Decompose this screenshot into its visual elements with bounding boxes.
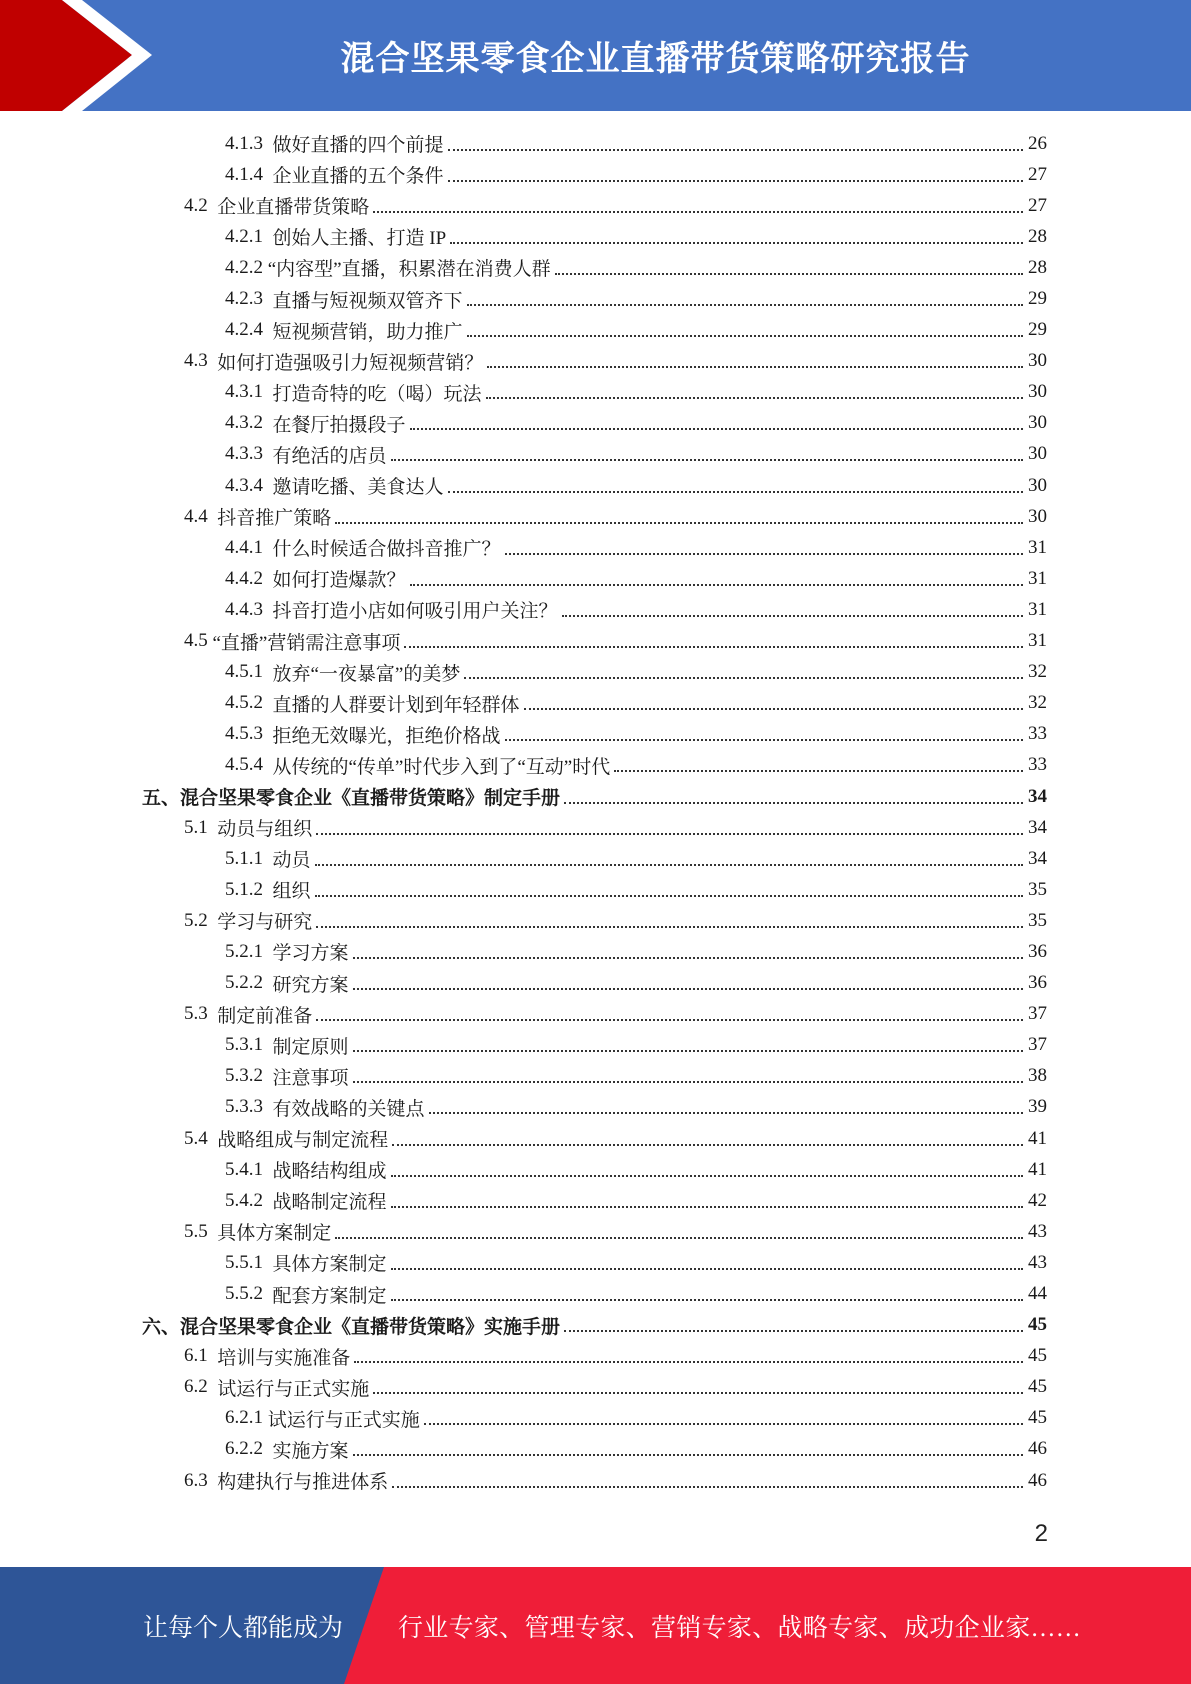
toc-entry-number: 6.1 [184,1345,208,1367]
toc-dot-leader [335,1237,1023,1239]
toc-entry-title: 配套方案制定 [272,1285,387,1307]
toc-dot-leader [555,273,1023,275]
toc-entry[interactable] [0,190,1191,221]
toc-entry-separator [263,381,273,403]
toc-entry-page: 46 [1028,1438,1047,1460]
toc-dot-leader [373,211,1023,213]
toc-entry[interactable] [0,563,1191,594]
toc-dot-leader [392,1486,1023,1488]
toc-dot-leader [505,553,1023,555]
toc-dot-leader [410,428,1023,430]
toc-entry[interactable] [0,1465,1191,1496]
toc-entry-page: 30 [1028,350,1047,372]
toc-entry-separator [263,723,273,745]
toc-entry-number: 6.2.2 [225,1438,263,1460]
toc-entry-page: 34 [1028,816,1047,838]
toc-entry-number: 4.1.4 [225,163,263,185]
toc-entry-title: 有效战略的关键点 [272,1098,425,1120]
toc-entry-number: 4.5.2 [225,692,263,714]
toc-entry-page: 45 [1028,1345,1047,1367]
toc-entry-separator [263,1283,273,1305]
toc-entry-page: 30 [1028,443,1047,465]
toc-dot-leader [464,677,1023,679]
toc-entry-page: 34 [1028,785,1047,807]
toc-entry-separator [263,1065,273,1087]
toc-entry[interactable] [0,688,1191,719]
toc-dot-leader [315,864,1023,866]
toc-entry-page: 29 [1028,288,1047,310]
toc-entry-title: 直播的人群要计划到年轻群体 [272,694,520,716]
toc-entry-title: 制定前准备 [217,1005,313,1027]
toc-entry-title: “内容型”直播，积累潜在消费人群 [267,259,551,281]
table-of-contents [0,128,1191,1496]
toc-entry-number: 6.2 [184,1376,208,1398]
toc-dot-leader [448,149,1023,151]
toc-entry-page: 31 [1028,567,1047,589]
toc-dot-leader [410,584,1023,586]
toc-dot-leader [391,1206,1023,1208]
toc-entry-page: 30 [1028,412,1047,434]
toc-dot-leader [391,459,1023,461]
toc-dot-leader [391,1268,1023,1270]
toc-entry-title: 战略组成与制定流程 [217,1130,389,1152]
toc-entry-number: 4.5.4 [225,754,263,776]
toc-entry[interactable] [0,283,1191,314]
toc-dot-leader [404,646,1023,648]
toc-entry-separator [208,506,218,528]
toc-entry[interactable] [0,594,1191,625]
toc-entry-number: 5.5 [184,1220,208,1242]
toc-entry-title: 邀请吃播、美食达人 [272,477,444,499]
toc-entry-separator [263,1438,273,1460]
toc-dot-leader [424,1423,1023,1425]
toc-entry[interactable] [0,1123,1191,1154]
toc-dot-leader [564,802,1023,804]
toc-entry-separator [263,754,273,776]
toc-entry[interactable] [0,159,1191,190]
toc-entry-number: 5.2.2 [225,972,263,994]
toc-entry-separator [263,475,273,497]
toc-entry-title: 混合坚果零食企业《直播带货策略》制定手册 [180,788,561,810]
toc-entry-page: 30 [1028,474,1047,496]
toc-entry-number: 6.3 [184,1469,208,1491]
toc-entry-title: 注意事项 [272,1067,349,1089]
toc-dot-leader [450,242,1023,244]
toc-entry[interactable] [0,1154,1191,1185]
toc-dot-leader [486,397,1023,399]
toc-entry-page: 41 [1028,1127,1047,1149]
toc-entry-page: 35 [1028,878,1047,900]
toc-entry-title: 从传统的“传单”时代步入到了“互动”时代 [272,756,611,778]
toc-entry-page: 28 [1028,225,1047,247]
toc-entry-page: 29 [1028,319,1047,341]
toc-entry-title: 做好直播的四个前提 [272,135,444,157]
toc-entry-page: 31 [1028,598,1047,620]
toc-entry-separator [208,350,218,372]
toc-entry-number: 5.2.1 [225,940,263,962]
toc-entry-number: 6.2.1 [225,1407,263,1429]
toc-entry[interactable] [0,1061,1191,1092]
toc-entry-title: 创始人主播、打造 IP [272,228,447,250]
report-title: 混合坚果零食企业直播带货策略研究报告 [340,39,971,79]
toc-entry-title: 抖音推广策略 [217,508,332,530]
toc-entry-number: 4.3.4 [225,474,263,496]
toc-entry-page: 28 [1028,256,1047,278]
toc-entry[interactable] [0,346,1191,377]
toc-entry-number: 4.1.3 [225,132,263,154]
toc-entry-separator [208,910,218,932]
toc-entry-title: 学习方案 [272,943,349,965]
toc-entry-page: 45 [1028,1314,1047,1336]
toc-entry-number: 4.2.1 [225,225,263,247]
toc-entry-title: 组织 [272,881,311,903]
toc-entry-title: 什么时候适合做抖音推广？ [272,539,501,561]
toc-entry[interactable] [0,1216,1191,1247]
toc-entry-page: 43 [1028,1220,1047,1242]
toc-dot-leader [392,1144,1023,1146]
toc-entry[interactable] [0,843,1191,874]
toc-entry-number: 4.3.1 [225,381,263,403]
toc-entry-separator [263,537,273,559]
toc-entry-title: 企业直播带货策略 [217,197,370,219]
toc-dot-leader [373,1392,1023,1394]
toc-entry-separator [263,661,273,683]
toc-entry[interactable] [0,128,1191,159]
toc-entry[interactable] [0,501,1191,532]
toc-entry-number: 5.3.2 [225,1065,263,1087]
toc-entry-separator [208,817,218,839]
toc-entry[interactable] [0,1341,1191,1372]
toc-entry-separator [263,848,273,870]
toc-entry[interactable] [0,905,1191,936]
toc-entry-title: 构建执行与推进体系 [217,1472,389,1494]
toc-dot-leader [505,739,1023,741]
page-number: 2 [1034,1520,1048,1547]
toc-entry[interactable] [0,1434,1191,1465]
toc-entry-title: 有绝活的店员 [272,445,387,467]
toc-entry-separator [263,599,273,621]
toc-dot-leader [467,335,1023,337]
toc-dot-leader [353,1050,1023,1052]
toc-entry[interactable] [0,221,1191,252]
toc-entry-separator [263,941,273,963]
toc-dot-leader [448,491,1023,493]
toc-entry-title: 动员 [272,850,311,872]
toc-entry[interactable] [0,781,1191,812]
toc-entry-separator [208,1003,218,1025]
toc-entry[interactable] [0,936,1191,967]
toc-entry[interactable] [0,1372,1191,1403]
toc-dot-leader [429,1112,1023,1114]
page-header [0,0,1191,111]
toc-dot-leader [316,926,1023,928]
toc-entry-page: 30 [1028,381,1047,403]
toc-entry-number: 4.5.3 [225,723,263,745]
toc-entry-page: 26 [1028,132,1047,154]
toc-entry-number: 4.3 [184,350,208,372]
toc-entry-title: 具体方案制定 [272,1254,387,1276]
toc-entry-page: 35 [1028,909,1047,931]
toc-entry[interactable] [0,657,1191,688]
footer-slogan-right: 行业专家、管理专家、营销专家、战略专家、成功企业家…… [398,1614,1082,1642]
toc-entry-number: 4.3.2 [225,412,263,434]
toc-entry-separator [263,1252,273,1274]
toc-entry-title: 战略制定流程 [272,1192,387,1214]
toc-entry-number: 4.5 [184,630,208,652]
page-footer [0,1567,1191,1684]
toc-entry-title: 直播与短视频双管齐下 [272,290,463,312]
toc-dot-leader [316,833,1023,835]
toc-entry-title: 研究方案 [272,974,349,996]
toc-entry-separator [263,879,273,901]
toc-entry-separator [263,412,273,434]
toc-entry-title: 试运行与正式实施 [267,1409,420,1431]
footer-slogan-left: 让每个人都能成为 [143,1614,344,1642]
toc-entry-number: 4.4.3 [225,598,263,620]
toc-entry[interactable] [0,1030,1191,1061]
toc-entry-separator [263,164,273,186]
toc-entry-page: 44 [1028,1283,1047,1305]
toc-entry-number: 5.3.3 [225,1096,263,1118]
toc-entry[interactable] [0,408,1191,439]
toc-dot-leader [467,304,1023,306]
toc-entry-separator [208,1376,218,1398]
toc-dot-leader [353,957,1023,959]
toc-entry-separator [263,1159,273,1181]
toc-entry-number: 五、 [142,788,181,810]
toc-entry-title: 学习与研究 [217,912,313,934]
toc-dot-leader [524,708,1023,710]
toc-dot-leader [391,1175,1023,1177]
toc-entry[interactable] [0,719,1191,750]
toc-entry[interactable] [0,252,1191,283]
toc-entry-page: 42 [1028,1189,1047,1211]
toc-entry-page: 27 [1028,194,1047,216]
toc-entry-separator [263,1096,273,1118]
toc-dot-leader [391,1299,1023,1301]
toc-entry[interactable] [0,874,1191,905]
toc-entry-title: 放弃“一夜暴富”的美梦 [272,663,461,685]
toc-entry-page: 45 [1028,1376,1047,1398]
toc-entry[interactable] [0,999,1191,1030]
toc-entry-number: 5.3 [184,1003,208,1025]
toc-entry-number: 4.3.3 [225,443,263,465]
toc-entry-page: 39 [1028,1096,1047,1118]
toc-entry-number: 4.5.1 [225,661,263,683]
toc-entry-page: 32 [1028,692,1047,714]
toc-entry[interactable] [0,1403,1191,1434]
toc-entry-separator [263,1190,273,1212]
toc-entry-separator [263,288,273,310]
toc-entry-number: 5.5.1 [225,1251,263,1273]
toc-entry-number: 4.4 [184,505,208,527]
toc-entry[interactable] [0,377,1191,408]
toc-entry-title: 在餐厅拍摄段子 [272,414,406,436]
toc-entry-number: 5.4.2 [225,1189,263,1211]
toc-entry-title: “直播”营销需注意事项 [212,632,401,654]
toc-entry-page: 43 [1028,1251,1047,1273]
toc-dot-leader [487,366,1023,368]
toc-entry-title: 培训与实施准备 [217,1347,351,1369]
toc-dot-leader [354,1361,1023,1363]
toc-entry-separator [263,226,273,248]
toc-dot-leader [448,180,1023,182]
toc-entry-separator [263,1034,273,1056]
toc-dot-leader [335,522,1023,524]
toc-dot-leader [562,615,1023,617]
toc-entry-page: 38 [1028,1065,1047,1087]
toc-entry-title: 打造奇特的吃（喝）玩法 [272,383,482,405]
toc-entry-page: 37 [1028,1003,1047,1025]
toc-entry-title: 如何打造强吸引力短视频营销？ [217,352,484,374]
toc-entry[interactable] [0,626,1191,657]
toc-entry[interactable] [0,470,1191,501]
toc-entry-page: 33 [1028,723,1047,745]
toc-entry-page: 31 [1028,536,1047,558]
toc-entry-number: 5.3.1 [225,1034,263,1056]
toc-entry[interactable] [0,750,1191,781]
toc-entry-number: 4.2.4 [225,319,263,341]
toc-entry-page: 36 [1028,940,1047,962]
toc-entry-number: 5.1 [184,816,208,838]
toc-entry-separator [263,692,273,714]
toc-entry-page: 36 [1028,972,1047,994]
toc-entry[interactable] [0,1310,1191,1341]
toc-entry-number: 4.2.2 [225,256,263,278]
toc-entry-separator [263,972,273,994]
toc-entry-page: 32 [1028,661,1047,683]
toc-entry-number: 4.2 [184,194,208,216]
toc-entry[interactable] [0,968,1191,999]
toc-dot-leader [353,988,1023,990]
toc-entry-separator [263,568,273,590]
toc-entry-title: 混合坚果零食企业《直播带货策略》实施手册 [180,1316,561,1338]
toc-entry-separator [263,319,273,341]
toc-entry[interactable] [0,1185,1191,1216]
toc-entry-number: 5.1.1 [225,847,263,869]
toc-entry-page: 41 [1028,1158,1047,1180]
toc-entry-title: 试运行与正式实施 [217,1378,370,1400]
toc-entry-number: 4.2.3 [225,288,263,310]
toc-dot-leader [564,1330,1023,1332]
toc-entry[interactable] [0,1092,1191,1123]
toc-entry-number: 4.4.1 [225,536,263,558]
toc-entry-separator [208,1221,218,1243]
toc-entry-page: 27 [1028,163,1047,185]
toc-entry-title: 战略结构组成 [272,1161,387,1183]
toc-entry-title: 企业直播的五个条件 [272,166,444,188]
toc-entry[interactable] [0,532,1191,563]
toc-entry-title: 实施方案 [272,1440,349,1462]
toc-entry-title: 制定原则 [272,1036,349,1058]
toc-entry[interactable] [0,1278,1191,1309]
toc-entry-separator [263,443,273,465]
toc-entry-number: 六、 [142,1316,181,1338]
header-chevron-decoration [0,0,160,111]
toc-entry[interactable] [0,315,1191,346]
toc-entry-title: 短视频营销，助力推广 [272,321,463,343]
toc-entry-number: 5.5.2 [225,1283,263,1305]
toc-entry-page: 46 [1028,1469,1047,1491]
toc-entry-separator [208,1470,218,1492]
toc-entry-title: 具体方案制定 [217,1223,332,1245]
toc-entry-page: 34 [1028,847,1047,869]
toc-entry-number: 5.4.1 [225,1158,263,1180]
toc-dot-leader [353,1454,1023,1456]
toc-entry-title: 动员与组织 [217,819,313,841]
toc-entry-page: 45 [1028,1407,1047,1429]
toc-dot-leader [316,1019,1023,1021]
toc-entry-title: 如何打造爆款？ [272,570,406,592]
toc-entry-number: 5.4 [184,1127,208,1149]
toc-entry-page: 31 [1028,630,1047,652]
toc-dot-leader [315,895,1023,897]
toc-entry-page: 37 [1028,1034,1047,1056]
toc-entry-number: 4.4.2 [225,567,263,589]
toc-entry-number: 5.1.2 [225,878,263,900]
toc-entry[interactable] [0,812,1191,843]
toc-entry-number: 5.2 [184,909,208,931]
toc-entry-separator [208,1128,218,1150]
toc-entry-separator [208,195,218,217]
toc-entry-title: 抖音打造小店如何吸引用户关注？ [272,601,558,623]
toc-dot-leader [614,770,1023,772]
toc-entry-page: 33 [1028,754,1047,776]
toc-entry-separator [208,1345,218,1367]
toc-dot-leader [353,1081,1023,1083]
toc-entry-title: 拒绝无效曝光，拒绝价格战 [272,725,501,747]
toc-entry[interactable] [0,1247,1191,1278]
toc-entry-page: 30 [1028,505,1047,527]
toc-entry[interactable] [0,439,1191,470]
toc-entry-separator [263,133,273,155]
